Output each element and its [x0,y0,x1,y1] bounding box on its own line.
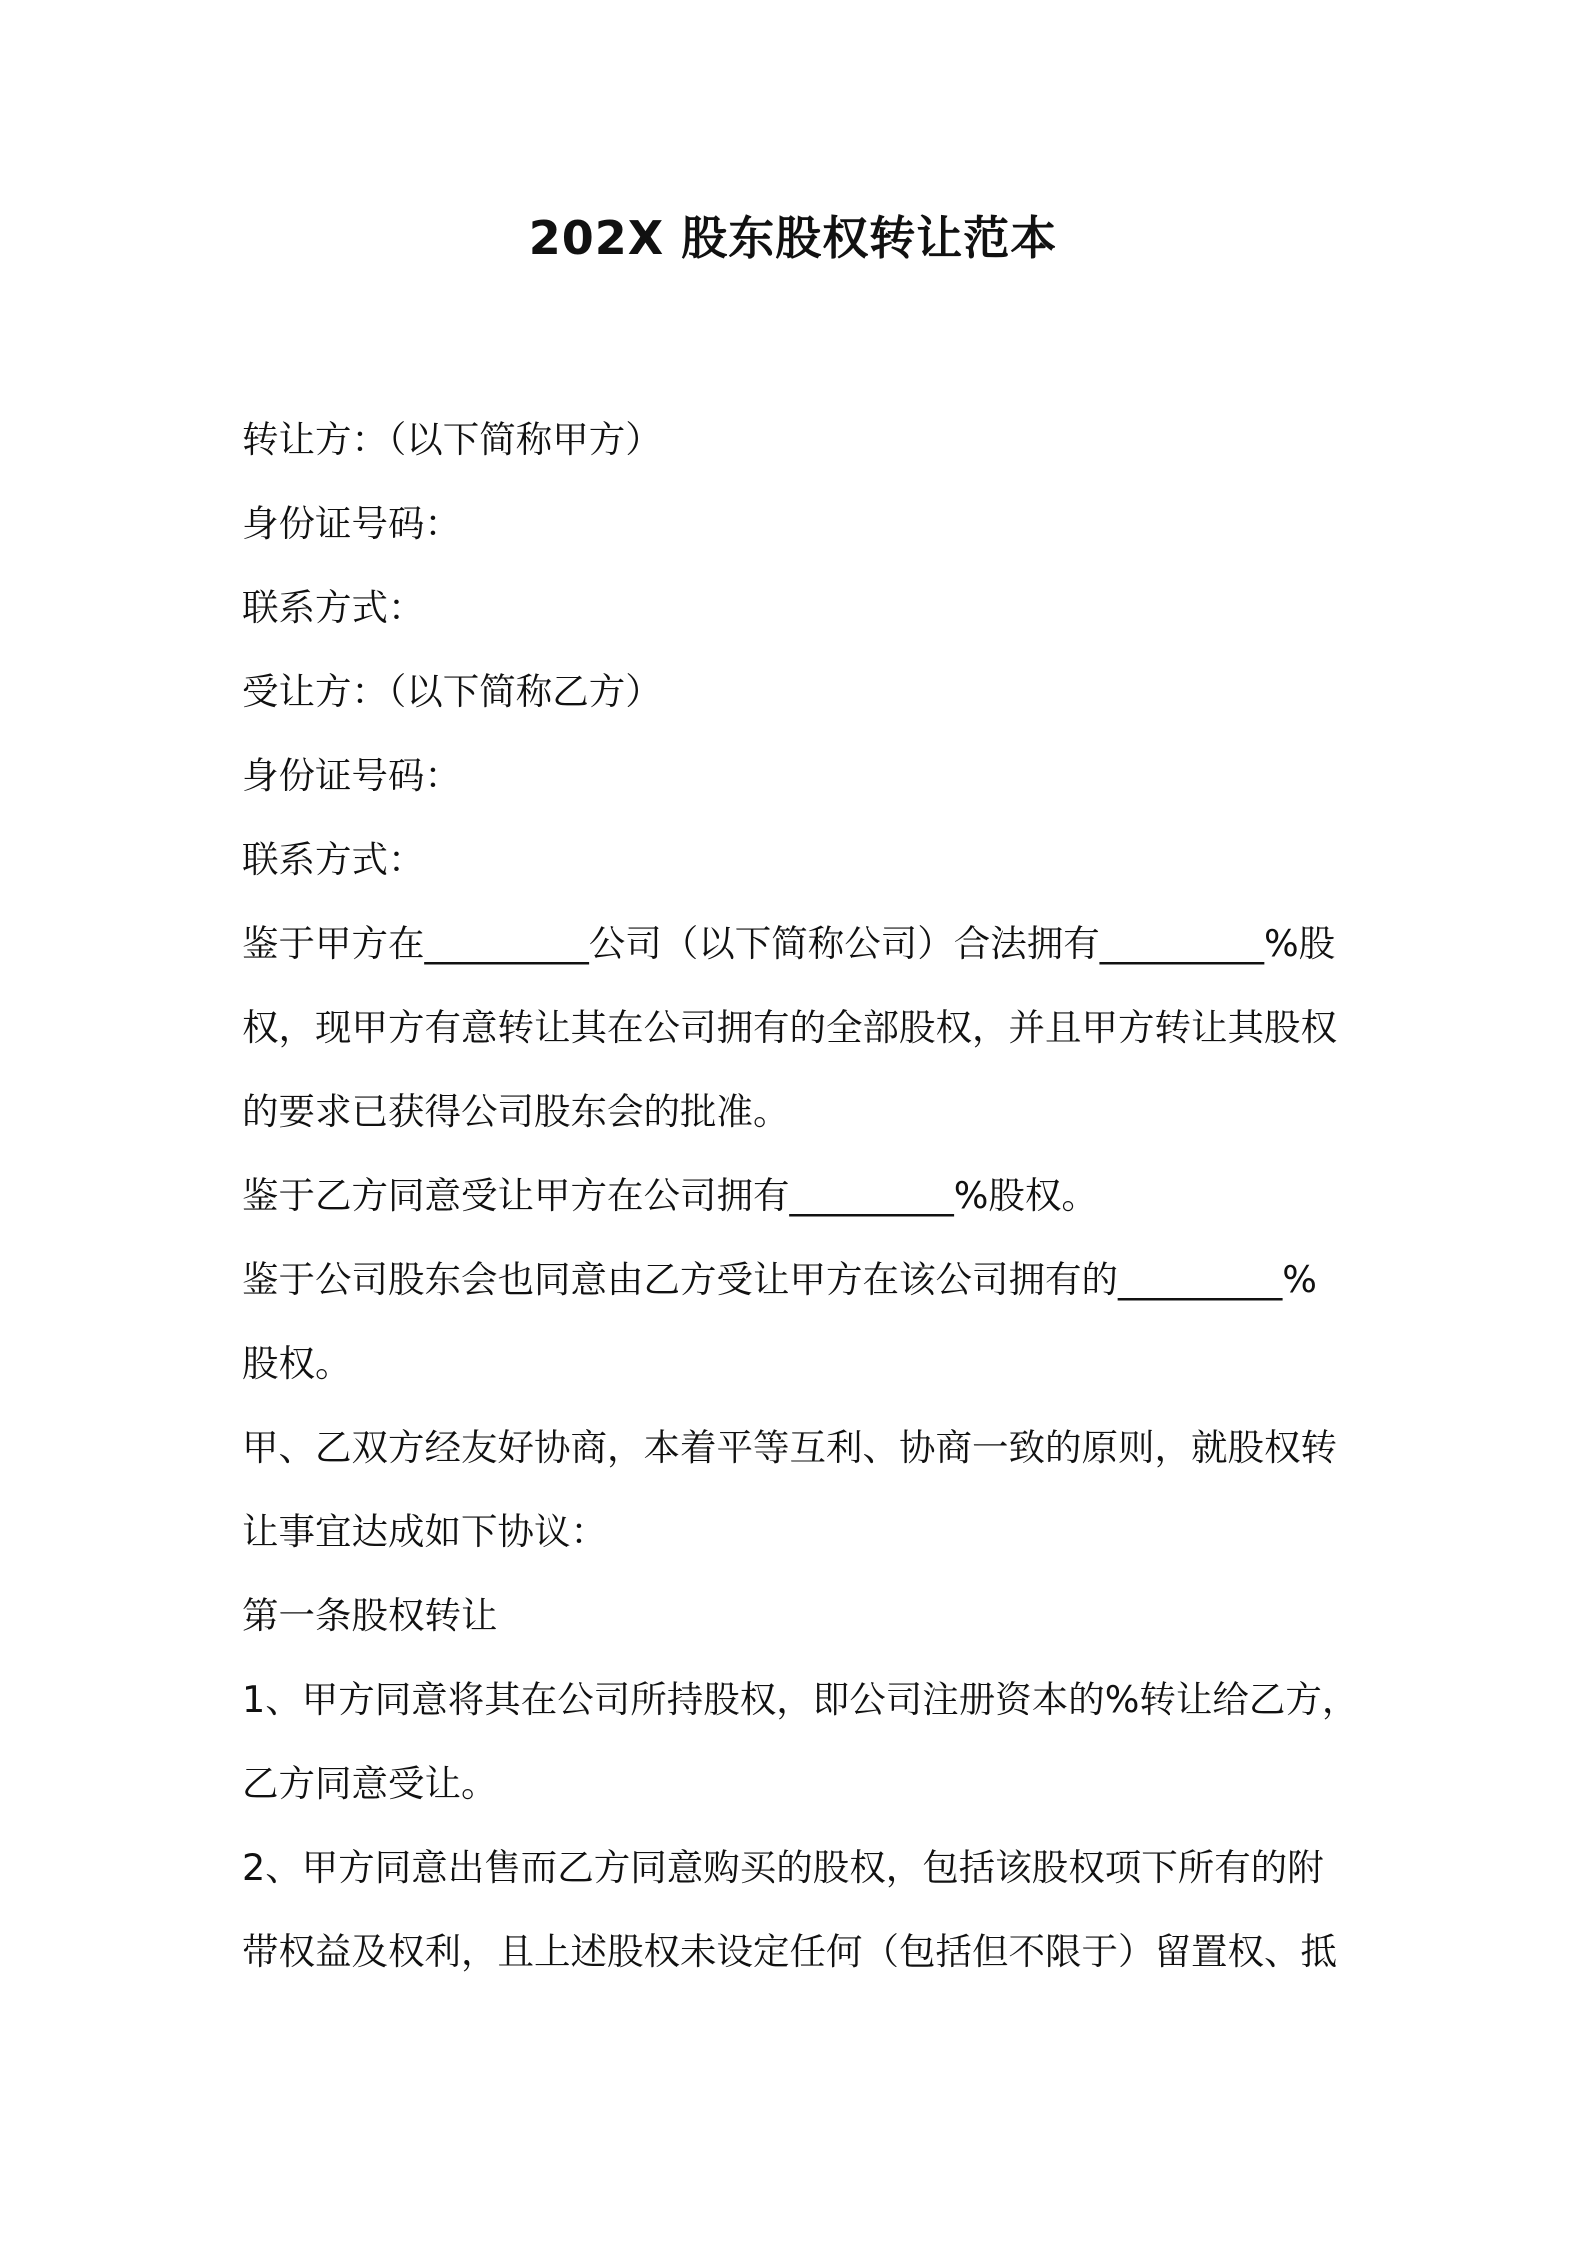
paragraph-line: 乙方同意受让。 [242,1762,498,1805]
paragraph-line: 联系方式： [242,838,425,881]
paragraph-line: 鉴于乙方同意受让甲方在公司拥有_________%股权。 [242,1174,1098,1217]
paragraph-line: 身份证号码： [242,754,461,797]
paragraph-line: 受让方：（以下简称乙方） [242,670,662,713]
paragraph-line: 2、甲方同意出售而乙方同意购买的股权，包括该股权项下所有的附 [242,1846,1324,1889]
document-body [242,398,1357,1994]
paragraph-line: 身份证号码： [242,502,461,545]
paragraph-line: 的要求已获得公司股东会的批准。 [242,1090,790,1133]
paragraph-line: 甲、乙双方经友好协商，本着平等互利、协商一致的原则，就股权转 [242,1426,1337,1469]
paragraph-line: 股权。 [242,1342,352,1385]
paragraph-line: 1、甲方同意将其在公司所持股权，即公司注册资本的%转让给乙方， [242,1678,1359,1721]
paragraph-line: 鉴于甲方在_________公司（以下简称公司）合法拥有_________%股 [242,922,1336,965]
document-title: 202X 股东股权转让范本 [528,211,1058,265]
paragraph-line: 让事宜达成如下协议： [242,1510,607,1553]
paragraph-line: 鉴于公司股东会也同意由乙方受让甲方在该公司拥有的_________% [242,1258,1317,1301]
paragraph-line: 联系方式： [242,586,425,629]
paragraph-line: 转让方：（以下简称甲方） [242,418,662,461]
paragraph-line: 权，现甲方有意转让其在公司拥有的全部股权，并且甲方转让其股权 [242,1006,1337,1049]
paragraph-line: 带权益及权利，且上述股权未设定任何（包括但不限于）留置权、抵 [242,1930,1337,1973]
section-heading: 第一条股权转让 [242,1594,498,1637]
